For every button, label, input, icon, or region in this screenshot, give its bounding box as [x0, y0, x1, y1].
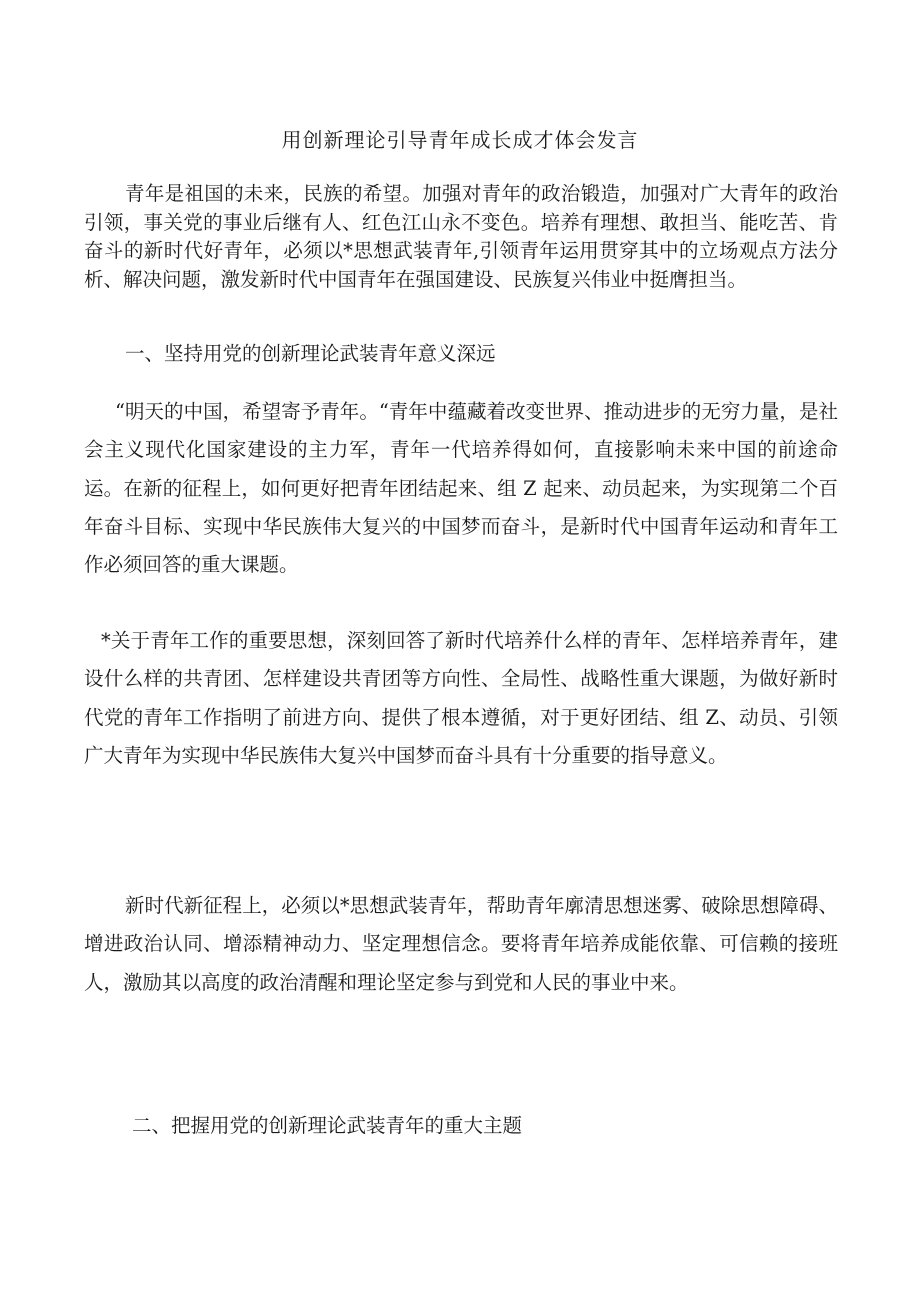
- section-1-paragraph-3: 新时代新征程上，必须以*思想武装青年，帮助青年廓清思想迷雾、破除思想障碍、增进政治认同、增添精神动力、坚定理想信念。要将青年培养成能依靠、可信赖的接班人，激励其以高度的政治清醒和理论坚定参与到党和人民的事业中来。: [84, 894, 838, 994]
- section-1-paragraph-1: “明天的中国，希望寄予青年。“青年中蕴藏着改变世界、推动进步的无穷力量，是社会主义现代化国家建设的主力军，青年一代培养得如何，直接影响未来中国的前途命运。在新的征程上，如何更好把青年团结起来、组 Z 起来、动员起来，为实现第二个百年奋斗目标、实现中华民族伟大复兴的中国梦而奋斗，是新时代中国青年运动和青年工作必须回答的重大课题。: [84, 400, 838, 577]
- section-2-heading: 二、把握用党的创新理论武装青年的重大主题: [132, 1114, 523, 1137]
- section-1-paragraph-2: *关于青年工作的重要思想，深刻回答了新时代培养什么样的青年、怎样培养青年，建设什么样的共青团、怎样建设共青团等方向性、全局性、战略性重大课题，为做好新时代党的青年工作指明了前进方向、提供了根本遵循，对于更好团结、组 Z、动员、引领广大青年为实现中华民族伟大复兴中国梦而奋斗具有十分重要的指导意义。: [84, 629, 838, 767]
- section-1-heading: 一、坚持用党的创新理论武装青年意义深远: [125, 342, 496, 365]
- document-title: 用创新理论引导青年成长成才体会发言: [281, 128, 639, 152]
- intro-paragraph: 青年是祖国的未来，民族的希望。加强对青年的政治锻造，加强对广大青年的政治引领，事关党的事业后继有人、红色江山永不变色。培养有理想、敢担当、能吃苦、肯奋斗的新时代好青年，必须以*思想武装青年,引领青年运用贯穿其中的立场观点方法分析、解决问题，激发新时代中国青年在强国建设、民族复兴伟业中挺膺担当。: [84, 182, 838, 291]
